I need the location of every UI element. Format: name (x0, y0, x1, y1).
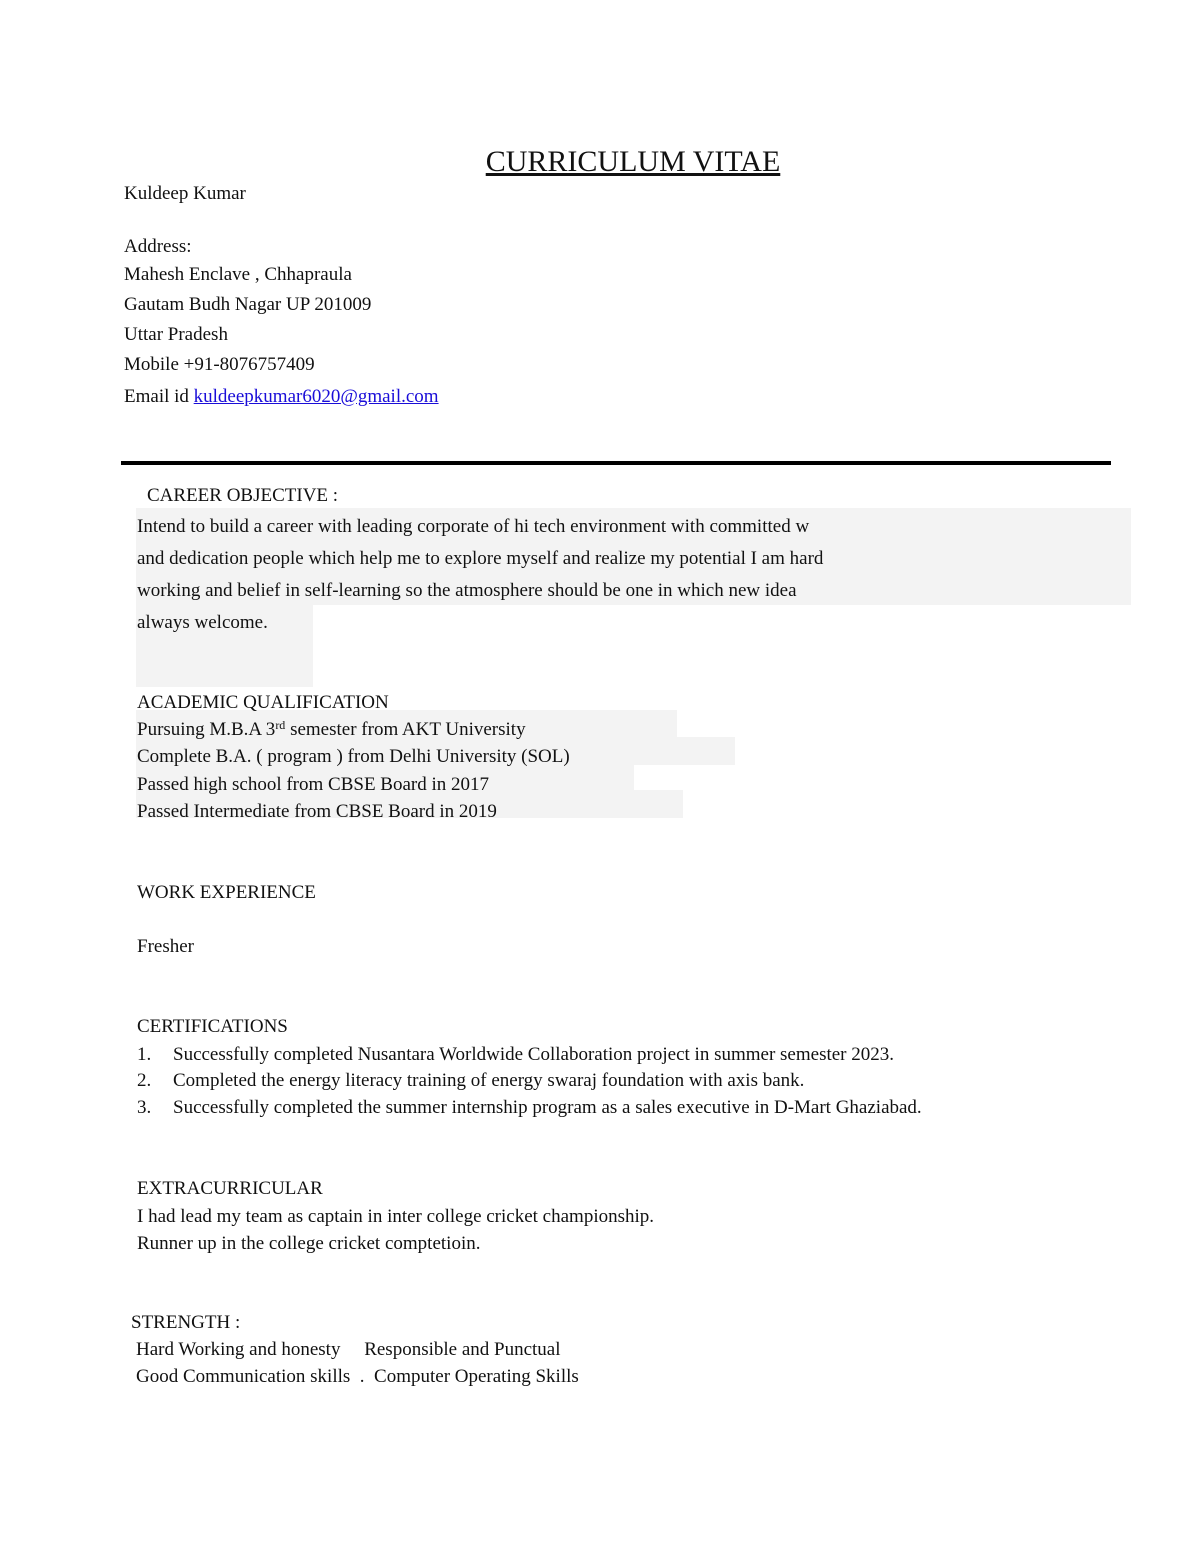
extracurricular-line-1: I had lead my team as captain in inter college cricket championship. (137, 1206, 655, 1227)
certification-text: Successfully completed the summer internship program as a sales executive in D-Mart Ghaziabad. (173, 1097, 922, 1118)
academic-line-1 (137, 719, 526, 742)
strength-line-2: Good Communication skills . Computer Operating Skills (136, 1366, 579, 1387)
email-label: Email id (124, 386, 189, 407)
address-line-1: Mahesh Enclave , Chhapraula (124, 264, 352, 285)
academic-line-3: Passed high school from CBSE Board in 2017 (137, 774, 490, 795)
certification-text: Completed the energy literacy training of energy swaraj foundation with axis bank. (173, 1070, 805, 1091)
email-link[interactable]: kuldeepkumar6020@gmail.com (193, 386, 439, 407)
academic-line-1-text: Pursuing M.B.A 3 (137, 719, 276, 740)
strength-heading: STRENGTH : (131, 1312, 241, 1333)
certification-number: 3. (137, 1097, 152, 1118)
divider-line (121, 461, 1111, 465)
extracurricular-line-2: Runner up in the college cricket comptetioin. (137, 1233, 481, 1254)
certification-item (137, 1097, 922, 1120)
objective-line-3: working and belief in self-learning so the atmosphere should be one in which new idea (137, 580, 797, 601)
objective-line-4: always welcome. (137, 612, 268, 633)
objective-line-1: Intend to build a career with leading corporate of hi tech environment with committed w (137, 516, 810, 537)
academic-line-1-sup: rd (275, 718, 286, 732)
strength-line-1: Hard Working and honesty Responsible and Punctual (136, 1339, 561, 1360)
email-row (124, 386, 439, 409)
career-objective-heading: CAREER OBJECTIVE : (147, 485, 339, 506)
certification-item (137, 1044, 894, 1067)
academic-heading: ACADEMIC QUALIFICATION (137, 692, 389, 713)
address-line-3: Uttar Pradesh (124, 324, 228, 345)
extracurricular-heading: EXTRACURRICULAR (137, 1178, 323, 1199)
address-label: Address: (124, 236, 192, 257)
mobile-number: Mobile +91-8076757409 (124, 354, 315, 375)
address-line-2: Gautam Budh Nagar UP 201009 (124, 294, 372, 315)
work-experience-heading: WORK EXPERIENCE (137, 882, 316, 903)
candidate-name: Kuldeep Kumar (124, 183, 246, 204)
page-title: CURRICULUM VITAE (485, 145, 781, 178)
academic-line-1-rest: semester from AKT University (285, 719, 526, 740)
certification-number: 1. (137, 1044, 152, 1065)
certification-text: Successfully completed Nusantara Worldwide Collaboration project in summer semester 2023. (173, 1044, 894, 1065)
objective-line-2: and dedication people which help me to explore myself and realize my potential I am hard (137, 548, 824, 569)
certifications-heading: CERTIFICATIONS (137, 1016, 288, 1037)
certification-item (137, 1070, 804, 1093)
work-experience-value: Fresher (137, 936, 194, 957)
academic-line-2: Complete B.A. ( program ) from Delhi University (SOL) (137, 746, 570, 767)
academic-line-4: Passed Intermediate from CBSE Board in 2019 (137, 801, 497, 822)
certification-number: 2. (137, 1070, 152, 1091)
